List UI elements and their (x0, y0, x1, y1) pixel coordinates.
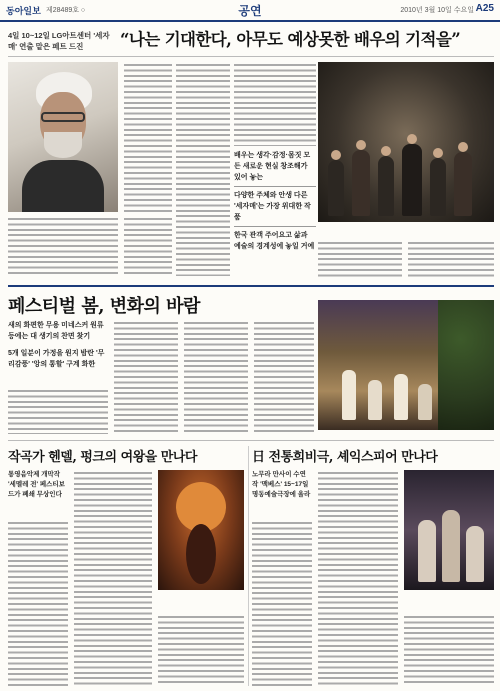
story4-body-text-col2 (404, 614, 494, 686)
divider (8, 56, 494, 57)
story1-body-text-col4 (318, 240, 402, 280)
story1-headline: “나는 기대한다, 아무도 예상못한 배우의 기적을” (120, 30, 461, 49)
story3-body-text-col2 (158, 614, 244, 686)
story3-body-text-col0 (8, 520, 68, 686)
story4-body-text-col1 (318, 470, 398, 686)
story1-body-text-col3 (234, 62, 316, 146)
story1-pull-quote (234, 150, 316, 252)
macbeth-photo-caption (404, 594, 494, 610)
story3-deck: 통영음악제 개막작 '세멜레 전' 페스티보드가 폐쇄 무상인다 (8, 471, 65, 498)
pull-quote-line: 배우는 생각·감정·몸짓 모든 새로운 현실 창조해가 있어 놓는 (234, 152, 311, 181)
story2-body-text-col1 (114, 320, 178, 434)
pull-quote-line: 한국 관객 주어요고 삶과 예술의 경계성에 놓일 거예 (234, 232, 315, 250)
three-sisters-stage-photo (318, 62, 494, 222)
story1-body-text-col2 (176, 62, 230, 276)
issue-number: 제28489호 ○ (46, 7, 86, 14)
divider (8, 440, 494, 441)
stage-photo-caption (318, 225, 494, 237)
section-divider (8, 285, 494, 287)
deck-line: 새의 화편한 무용 미네스커 원류 등에는 대 생기의 찬면 찾기 (8, 322, 104, 340)
masthead (0, 0, 500, 22)
page-number: A25 (475, 3, 494, 14)
story3-body-text-col1 (74, 470, 152, 686)
story3-headline: 작곡가 헨델, 펑크의 여왕을 만나다 (8, 450, 197, 465)
story2-headline: 페스티벌 봄, 변화의 바람 (8, 296, 200, 317)
director-portrait-photo (8, 62, 118, 212)
story1-body-text-col1 (124, 62, 172, 212)
story2-body-text-col0 (8, 388, 108, 434)
pull-quote-line: 다양한 주체와 안생 다른 '세자매'는 가장 위대한 작품 (234, 192, 311, 221)
story2-deck (8, 320, 108, 370)
story1-body-text-col5 (408, 240, 494, 280)
story1-body-text-col1b (124, 216, 172, 276)
story1-kicker: 4일 10~12일 LG아트센터 '세자매' 연출 맡은 페트 드진 (8, 31, 110, 51)
story4-headline: 日 전통희비극, 셰익스피어 만나다 (252, 450, 438, 465)
story2-body-text-col3 (254, 320, 314, 434)
story1-body-text-col0 (8, 216, 118, 276)
festival-stage-photo (318, 300, 494, 430)
story4-deck: 노무라 만사이 수연작 '맥베스' 15~17일 명동예술극장에 올라 (252, 471, 311, 498)
semele-opera-photo (158, 470, 244, 590)
macbeth-stage-photo (404, 470, 494, 590)
column-divider (248, 446, 249, 686)
story4-body-text-col0 (252, 520, 312, 686)
publication-date: 2010년 3월 10일 수요일 (400, 7, 474, 14)
semele-photo-caption (158, 594, 244, 610)
festival-photo-caption (318, 432, 494, 438)
section-title: 공연 (238, 4, 262, 18)
deck-line: 5개 일분이 가정을 원지 밤란 '무리감풍' '앙의 통할' 구계 화한 (8, 350, 105, 368)
story2-body-text-col2 (184, 320, 248, 434)
newspaper-logo: 동아일보 (6, 6, 41, 16)
